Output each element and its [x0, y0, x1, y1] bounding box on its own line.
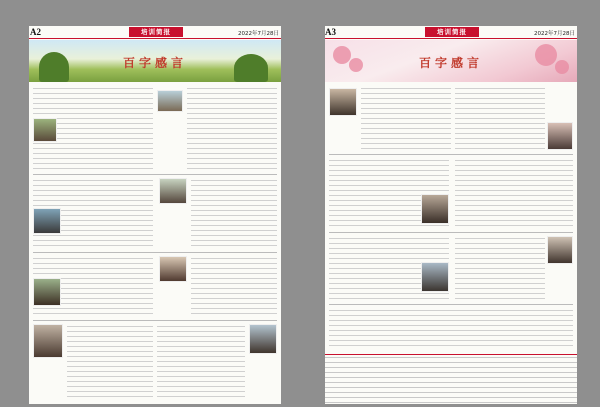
author-photo: [421, 262, 449, 292]
author-photo: [33, 118, 57, 142]
divider: [33, 252, 277, 253]
author-photo: [547, 236, 573, 264]
author-photo: [157, 90, 183, 112]
author-photo: [329, 88, 357, 116]
newspaper-logo: 培训简报: [425, 27, 479, 37]
issue-date: 2022年7月28日: [534, 31, 575, 37]
article-text-block: [187, 86, 277, 172]
divider: [33, 320, 277, 321]
closing-article-box: [325, 354, 577, 404]
banner: [29, 40, 281, 82]
article-text-block: [455, 86, 545, 150]
author-photo: [33, 324, 63, 358]
banner-title: 百字感言: [418, 56, 483, 70]
banner-title: 百字感言: [122, 56, 187, 70]
article-text-block: [67, 324, 153, 400]
article-text-block: [329, 308, 573, 348]
header-rule: [325, 38, 577, 39]
author-photo: [33, 278, 61, 306]
issue-date: 2022年7月28日: [238, 31, 279, 37]
newspaper-logo: 培训简报: [129, 27, 183, 37]
author-photo: [421, 194, 449, 224]
author-photo: [249, 324, 277, 354]
newspaper-page-a3: [325, 26, 577, 404]
header-rule: [29, 38, 281, 39]
newspaper-page-a2: [29, 26, 281, 404]
page-number: A2: [30, 27, 41, 37]
divider: [329, 154, 573, 155]
author-photo: [159, 256, 187, 282]
page-header: [29, 26, 281, 38]
page-number: A3: [325, 27, 336, 37]
author-photo: [159, 178, 187, 204]
article-text-block: [455, 158, 573, 228]
article-text-block: [157, 324, 245, 400]
author-photo: [547, 122, 573, 150]
page-header: [325, 26, 577, 38]
author-photo: [33, 208, 61, 234]
banner: [325, 40, 577, 82]
article-text-block: [455, 236, 545, 300]
divider: [33, 174, 277, 175]
article-text-block: [191, 256, 277, 316]
article-text-block: [361, 86, 451, 150]
divider: [329, 232, 573, 233]
divider: [329, 304, 573, 305]
article-text-block: [191, 178, 277, 248]
